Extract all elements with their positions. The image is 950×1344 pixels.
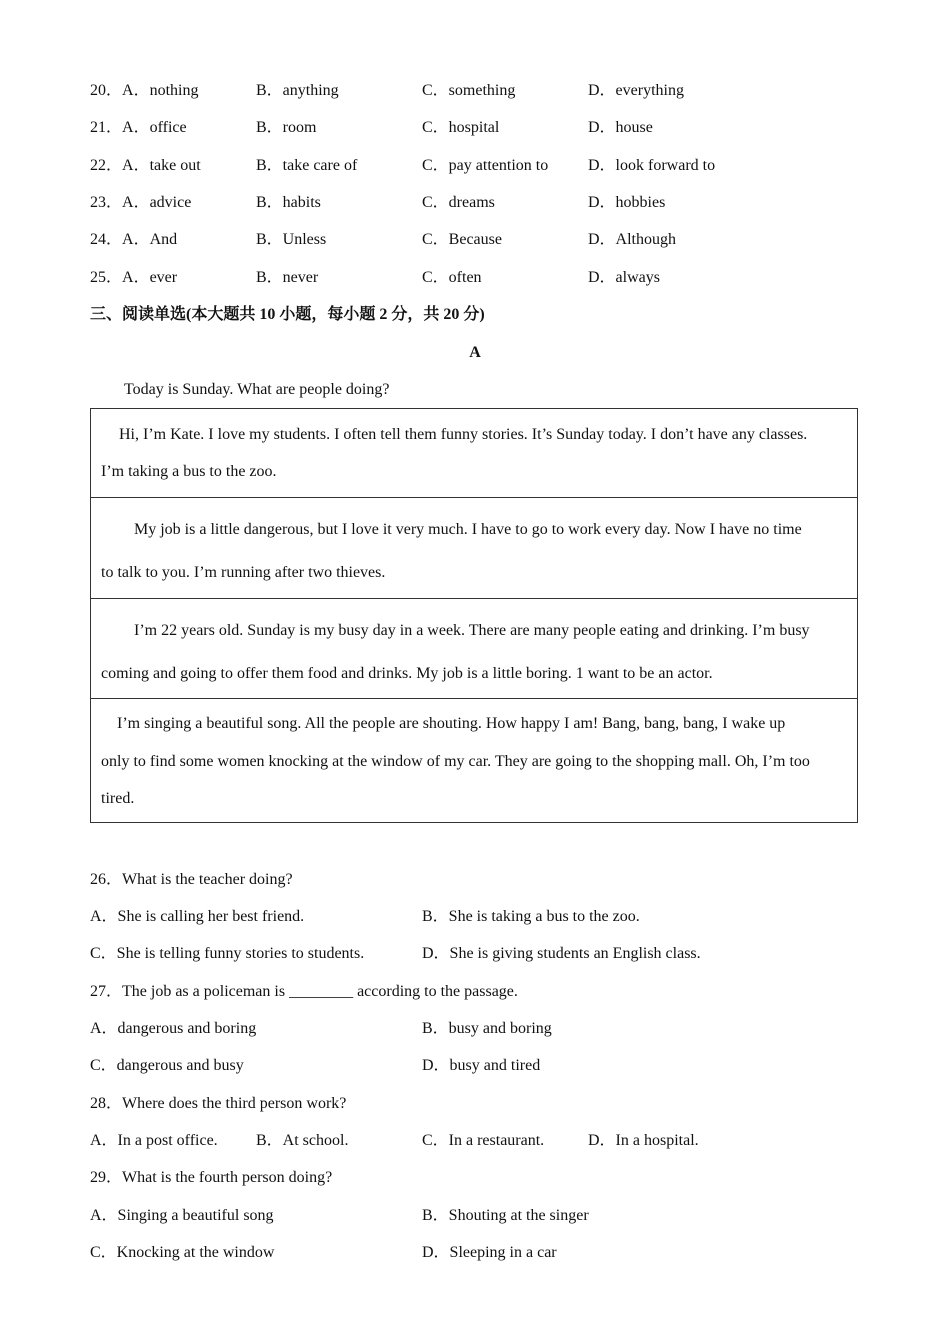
question-28: 28．Where does the third person work?	[90, 1095, 347, 1112]
answer-row	[90, 1205, 850, 1227]
option: 23．A．advice	[90, 194, 192, 211]
option: D．She is giving students an English class.	[422, 945, 701, 962]
option: A．Singing a beautiful song	[90, 1207, 274, 1224]
option: C．Knocking at the window	[90, 1244, 275, 1261]
option: D．hobbies	[588, 194, 666, 211]
option: C．In a restaurant.	[422, 1132, 545, 1149]
option: D．house	[588, 119, 653, 136]
option: 20．A．nothing	[90, 82, 199, 99]
option: C．dangerous and busy	[90, 1057, 244, 1074]
option: A．She is calling her best friend.	[90, 908, 305, 925]
option: C．She is telling funny stories to students.	[90, 945, 365, 962]
option: D．busy and tired	[422, 1057, 541, 1074]
question-row-21	[90, 117, 850, 139]
option: B．Shouting at the singer	[422, 1207, 589, 1224]
option: C．hospital	[422, 119, 500, 136]
section-title: 三、阅读单选(本大题共 10 小题，每小题 2 分，共 20 分)	[90, 306, 485, 323]
option: C．dreams	[422, 194, 495, 211]
option: C．often	[422, 269, 482, 286]
option: D．look forward to	[588, 157, 716, 174]
option: D．Sleeping in a car	[422, 1244, 557, 1261]
option: 24．A．And	[90, 231, 178, 248]
passage-cell-1: Hi, I’m Kate. I love my students. I often tell them funny stories. It’s Sunday today. I don’t have any classes. I’m taking a bus to the zoo.	[101, 426, 808, 480]
passage-cell-4: I’m singing a beautiful song. All the people are shouting. How happy I am! Bang, bang, bang, I wake up only to find some women knocking at the window of my car. They are going to the shopping mall. Oh, I’m too tired.	[91, 698, 857, 824]
option: B．Unless	[256, 231, 327, 248]
option: A．dangerous and boring	[90, 1020, 257, 1037]
option: D．In a hospital.	[588, 1132, 699, 1149]
answer-row	[90, 906, 850, 928]
answer-row	[90, 1018, 850, 1040]
option: B．take care of	[256, 157, 358, 174]
passage-intro: Today is Sunday. What are people doing?	[124, 381, 390, 398]
answer-row	[90, 943, 850, 965]
question-row-22	[90, 155, 850, 177]
passage-cell-3: I’m 22 years old. Sunday is my busy day in a week. There are many people eating and drinking. I’m busy coming and going to offer them food and drinks. My job is a little boring. 1 want to be an actor.	[91, 598, 857, 698]
question-row-20	[90, 80, 850, 102]
option: D．Although	[588, 231, 677, 248]
option: C．something	[422, 82, 516, 99]
question-row-23	[90, 192, 850, 214]
option: B．busy and boring	[422, 1020, 552, 1037]
answer-row	[90, 1242, 850, 1264]
option: 22．A．take out	[90, 157, 201, 174]
question-row-25	[90, 267, 850, 289]
passage-table	[90, 408, 858, 823]
answer-row	[90, 1130, 850, 1152]
option: B．At school.	[256, 1132, 349, 1149]
passage-cell-2: My job is a little dangerous, but I love it very much. I have to go to work every day. Now I have no time to talk to you. I’m running after two thieves.	[91, 497, 857, 598]
answer-row	[90, 1055, 850, 1077]
option: 21．A．office	[90, 119, 187, 136]
option: B．anything	[256, 82, 339, 99]
option: B．She is taking a bus to the zoo.	[422, 908, 640, 925]
question-29: 29．What is the fourth person doing?	[90, 1169, 333, 1186]
question-26: 26．What is the teacher doing?	[90, 871, 293, 888]
option: 25．A．ever	[90, 269, 178, 286]
option: A．In a post office.	[90, 1132, 218, 1149]
option: C．Because	[422, 231, 502, 248]
question-row-24	[90, 229, 850, 251]
option: C．pay attention to	[422, 157, 549, 174]
option: D．always	[588, 269, 660, 286]
question-27: 27．The job as a policeman is ________ according to the passage.	[90, 983, 518, 1000]
option: B．never	[256, 269, 319, 286]
option: D．everything	[588, 82, 684, 99]
passage-label: A	[469, 344, 481, 361]
option: B．habits	[256, 194, 321, 211]
option: B．room	[256, 119, 317, 136]
